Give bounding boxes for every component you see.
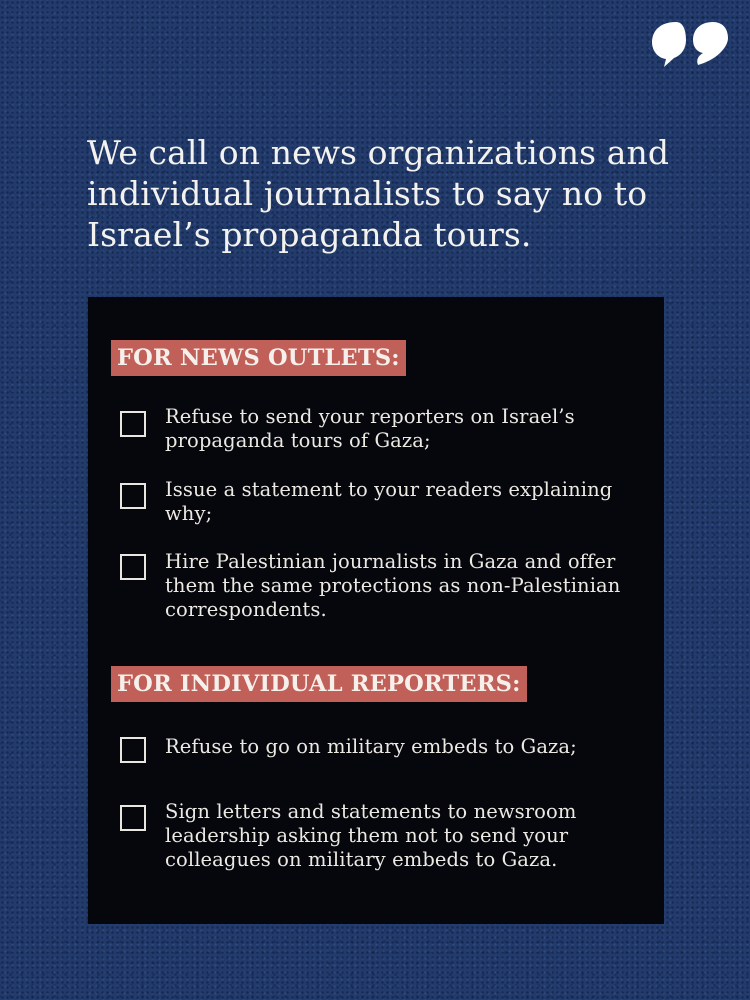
checklist-item-text: Issue a statement to your readers explaining why;: [165, 478, 613, 525]
checklist-item-text: Refuse to send your reporters on Israel’s propaganda tours of Gaza;: [165, 405, 575, 452]
headline: We call on news organizations and individual journalists to say no to Israel’s propaganda tours.: [87, 133, 670, 254]
checkbox[interactable]: [120, 805, 146, 831]
checklist-item-text: Hire Palestinian journalists in Gaza and offer them the same protections as non-Palestinian correspondents.: [165, 550, 621, 621]
checkbox[interactable]: [120, 483, 146, 509]
checkbox[interactable]: [120, 737, 146, 763]
checklist-item-text: Sign letters and statements to newsroom leadership asking them not to send your colleagues on military embeds to Gaza.: [165, 800, 577, 871]
checkbox[interactable]: [120, 554, 146, 580]
section-label-individual-reporters: FOR INDIVIDUAL REPORTERS:: [111, 666, 527, 702]
checklist-panel: [88, 297, 664, 924]
section-label-news-outlets: FOR NEWS OUTLETS:: [111, 340, 406, 376]
checkbox[interactable]: [120, 411, 146, 437]
checklist-item-text: Refuse to go on military embeds to Gaza;: [165, 735, 577, 758]
double-quote-logo-icon: [648, 18, 738, 68]
